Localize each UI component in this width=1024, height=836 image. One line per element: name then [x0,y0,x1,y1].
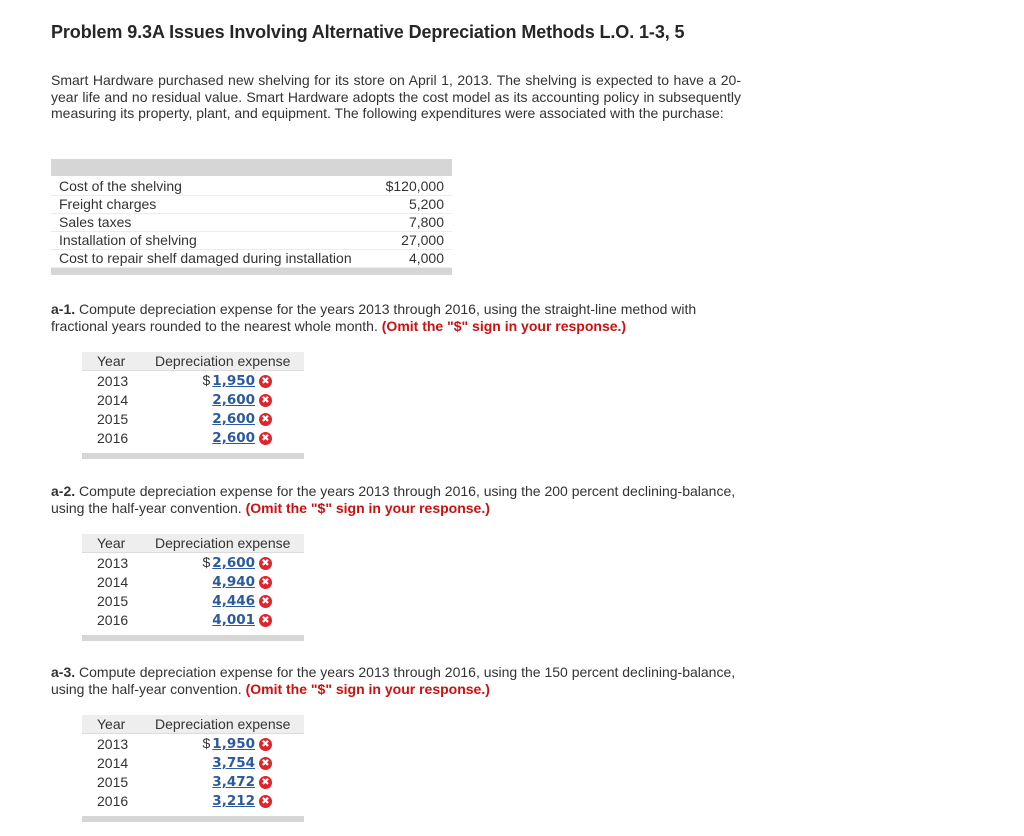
question-a1 [51,301,741,334]
expenditure-amount: 27,000 [374,232,452,250]
table-row [82,734,304,754]
year-cell: 2016 [97,792,129,809]
column-header-depreciation: Depreciation expense [147,352,304,371]
incorrect-icon: ✖ [259,375,272,388]
expenditure-label: Freight charges [51,196,374,214]
expenditure-label: Cost to repair shelf damaged during installation [51,250,374,268]
answer-input[interactable]: 4,940 [212,574,255,590]
column-header-year: Year [82,715,147,734]
question-a3 [51,664,741,697]
incorrect-icon: ✖ [259,614,272,627]
incorrect-icon: ✖ [259,757,272,770]
year-cell: 2015 [97,592,129,609]
year-cell: 2013 [97,554,129,571]
answer-input[interactable]: 3,472 [212,774,255,790]
problem-intro: Smart Hardware purchased new shelving for its store on April 1, 2013. The shelving is expected to have a 20-year life and no residual value. Smart Hardware adopts the cost model as its accounting policy in subsequently measuring its property, plant, and equipment. The following expenditures were associated with the purchase: [51,72,741,121]
year-cell: 2016 [97,429,129,446]
answer-input[interactable]: 4,446 [212,593,255,609]
question-number: a-1. [51,301,76,317]
depreciation-table-a1 [82,352,304,459]
answer-input[interactable]: 2,600 [212,555,255,571]
expenditure-label: Cost of the shelving [51,176,374,196]
expenditures-table [51,159,452,275]
incorrect-icon: ✖ [259,394,272,407]
expenditure-amount: 5,200 [374,196,452,214]
question-hint: (Omit the "$" sign in your response.) [245,680,490,697]
answer-input[interactable]: 1,950 [212,736,255,752]
dollar-sign: $ [202,554,211,570]
table-row [82,591,304,610]
question-hint: (Omit the "$" sign in your response.) [381,317,627,334]
column-header-year: Year [82,534,147,553]
table-row [82,553,304,573]
year-cell: 2016 [97,611,129,628]
column-header-depreciation: Depreciation expense [147,534,304,553]
column-header-year: Year [82,352,147,371]
question-text: Compute depreciation expense for the years 2013 through 2016, using the 150 percent declining-balance, using the half-year convention. [51,664,736,697]
answer-input[interactable]: 4,001 [212,612,255,628]
expenditure-amount: $120,000 [374,176,452,196]
question-a2 [51,483,741,516]
table-row [82,772,304,791]
year-cell: 2014 [97,391,129,408]
answer-input[interactable]: 2,600 [212,411,255,427]
question-hint: (Omit the "$" sign in your response.) [245,499,490,516]
answer-input[interactable]: 2,600 [212,430,255,446]
year-cell: 2013 [97,735,129,752]
dollar-sign: $ [202,735,211,751]
depreciation-table-a2 [82,534,304,641]
expenditure-amount: 7,800 [374,214,452,232]
year-cell: 2014 [97,573,129,590]
table-row [51,232,452,250]
table-row [82,409,304,428]
incorrect-icon: ✖ [259,776,272,789]
dollar-sign: $ [202,372,211,388]
page-title: Problem 9.3A Issues Involving Alternative Depreciation Methods L.O. 1-3, 5 [51,22,685,42]
table-row [51,250,452,268]
answer-input[interactable]: 2,600 [212,392,255,408]
table-row [82,572,304,591]
depreciation-table-a3 [82,715,304,822]
question-number: a-3. [51,664,76,680]
year-cell: 2015 [97,410,129,427]
table-row [82,753,304,772]
year-cell: 2013 [97,372,129,389]
column-header-depreciation: Depreciation expense [147,715,304,734]
expenditure-amount: 4,000 [374,250,452,268]
incorrect-icon: ✖ [259,595,272,608]
answer-input[interactable]: 3,754 [212,755,255,771]
incorrect-icon: ✖ [259,557,272,570]
year-cell: 2015 [97,773,129,790]
year-cell: 2014 [97,754,129,771]
table-row [82,371,304,391]
incorrect-icon: ✖ [259,795,272,808]
expenditure-label: Installation of shelving [51,232,374,250]
question-text: Compute depreciation expense for the years 2013 through 2016, using the straight-line method with fractional years rounded to the nearest whole month. [51,301,697,334]
table-row [51,176,452,196]
table-row [51,214,452,232]
table-row [82,428,304,447]
incorrect-icon: ✖ [259,576,272,589]
incorrect-icon: ✖ [259,432,272,445]
answer-input[interactable]: 1,950 [212,373,255,389]
expenditure-label: Sales taxes [51,214,374,232]
table-row [51,196,452,214]
incorrect-icon: ✖ [259,413,272,426]
table-row [82,390,304,409]
table-row [82,610,304,629]
question-text: Compute depreciation expense for the years 2013 through 2016, using the 200 percent declining-balance, using the half-year convention. [51,483,736,516]
incorrect-icon: ✖ [259,738,272,751]
question-number: a-2. [51,483,76,499]
table-row [82,791,304,810]
answer-input[interactable]: 3,212 [212,793,255,809]
